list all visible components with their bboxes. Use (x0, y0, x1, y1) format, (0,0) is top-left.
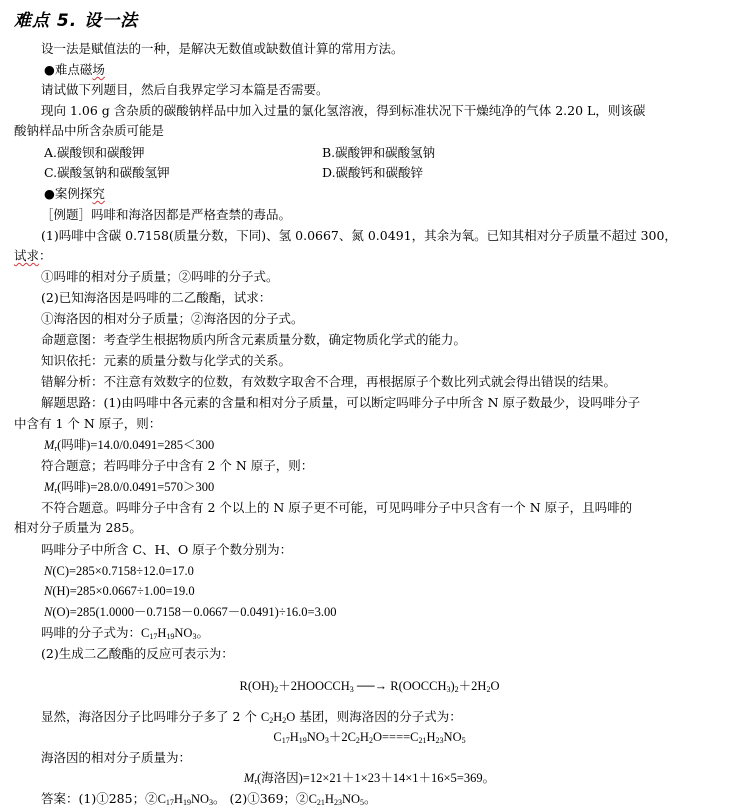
q2-text: (2)已知海洛因是吗啡的二乙酸酯，试求： (41, 290, 272, 305)
n-hydrogen: N(H)=285×0.0667÷1.00=19.0 (44, 584, 195, 598)
q2-sub: ①海洛因的相对分子质量；②海洛因的分子式。 (41, 311, 304, 326)
atoms-intro: 吗啡分子中所含 C、H、O 原子个数分别为： (41, 542, 293, 557)
n-carbon: N(C)=285×0.7158÷12.0=17.0 (44, 564, 194, 578)
intent-text: 命题意图：考查学生根据物质内所含元素质量分数，确定物质化学式的能力。 (41, 332, 467, 347)
section-heading-case: ●案例探究 (44, 186, 105, 201)
calc-line1: $M_r$(吗啡)=14.0/0.0491=285＜300 (44, 438, 215, 453)
heroin-formula-equation: $C_{17}H_{19}NO_3+2C_2H_2O====C_{21}H_{23}NO_5$ (273, 730, 466, 745)
option-c: C.碳酸氢钠和碳酸氢钾 (44, 165, 170, 180)
error-text: 错解分析：不注意有效数字的位数，有效数字取舍不合理，再根据原子个数比列式就会得出错误的结果。 (41, 374, 617, 389)
notfit-line2: 相对分子质量为 285。 (14, 520, 142, 535)
q1-line1: (1)吗啡中含碳 0.7158(质量分数，下同)、氢 0.0667、氮 0.0491，其余为氧。已知其相对分子质量不超过 300， (41, 228, 677, 243)
notfit-line1: 不符合题意。吗啡分子中含有 2 个以上的 N 原子更不可能，可见吗啡分子中只含有一个 N 原子，且吗啡的 (41, 500, 633, 515)
intro-text: 设一法是赋值法的一种，是解决无数值或缺数值计算的常用方法。 (41, 41, 404, 56)
question-text-line1: 现向 1.06 g 含杂质的碳酸钠样品中加入过量的氯化氢溶液，得到标准状况下干燥纯净的气体 2.20 L，则该碳 (41, 103, 646, 118)
section-heading-practice: ●难点磁场 (44, 62, 105, 77)
morphine-formula: 吗啡的分子式为：$C_{17}H_{19}NO_3$。 (41, 625, 209, 641)
answer-text: 答案：(1)①285；$②C_{17}H_{19}NO_3$。 (2)①369；$②C_{21}H_{23}NO_5$。 (41, 791, 377, 807)
question-text-line2: 酸钠样品中所含杂质可能是 (14, 123, 165, 138)
more-groups-text: 显然，海洛因分子比吗啡分子多了 2 个 $C_2H_2O$ 基团，则海洛因的分子式为： (41, 709, 462, 725)
option-a: A.碳酸钡和碳酸钾 (44, 145, 145, 160)
n-oxygen: N(O)=285(1.0000－0.7158－0.0667－0.0491)÷16.0=3.00 (44, 605, 337, 619)
solve-line2: 中含有 1 个 N 原子，则： (14, 416, 162, 431)
q1-line2: 试求： (14, 248, 52, 263)
reaction-equation: $R(OH)_2+2HOOCCH_3$ ──→ $R(OOCCH_3)_2+2H_2O$ (239, 679, 500, 694)
mass-intro: 海洛因的相对分子质量为： (41, 750, 192, 765)
option-b: B.碳酸钾和碳酸氢钠 (322, 145, 436, 160)
reaction-intro: (2)生成二乙酸酯的反应可表示为： (41, 646, 234, 661)
fit-text: 符合题意；若吗啡分子中含有 2 个 N 原子，则： (41, 458, 314, 473)
option-d: D.碳酸钙和碳酸锌 (322, 165, 424, 180)
page-title: 难点 5. 设一法 (14, 11, 139, 31)
calc-line2: $M_r$(吗啡)=28.0/0.0491=570＞300 (44, 480, 215, 495)
q1-sub: ①吗啡的相对分子质量；②吗啡的分子式。 (41, 269, 279, 284)
example-text: ［例题］吗啡和海洛因都是严格查禁的毒品。 (41, 207, 292, 222)
instruction-text: 请试做下列题目，然后自我界定学习本篇是否需要。 (41, 82, 329, 97)
solve-line1: 解题思路：(1)由吗啡中各元素的含量和相对分子质量，可以断定吗啡分子中所含 N 原子数最少，设吗啡分子 (41, 395, 641, 410)
mass-calc: $M_r$(海洛因)=12×21＋1×23＋14×1＋16×5=369。 (243, 771, 496, 786)
knowledge-text: 知识依托：元素的质量分数与化学式的关系。 (41, 353, 292, 368)
